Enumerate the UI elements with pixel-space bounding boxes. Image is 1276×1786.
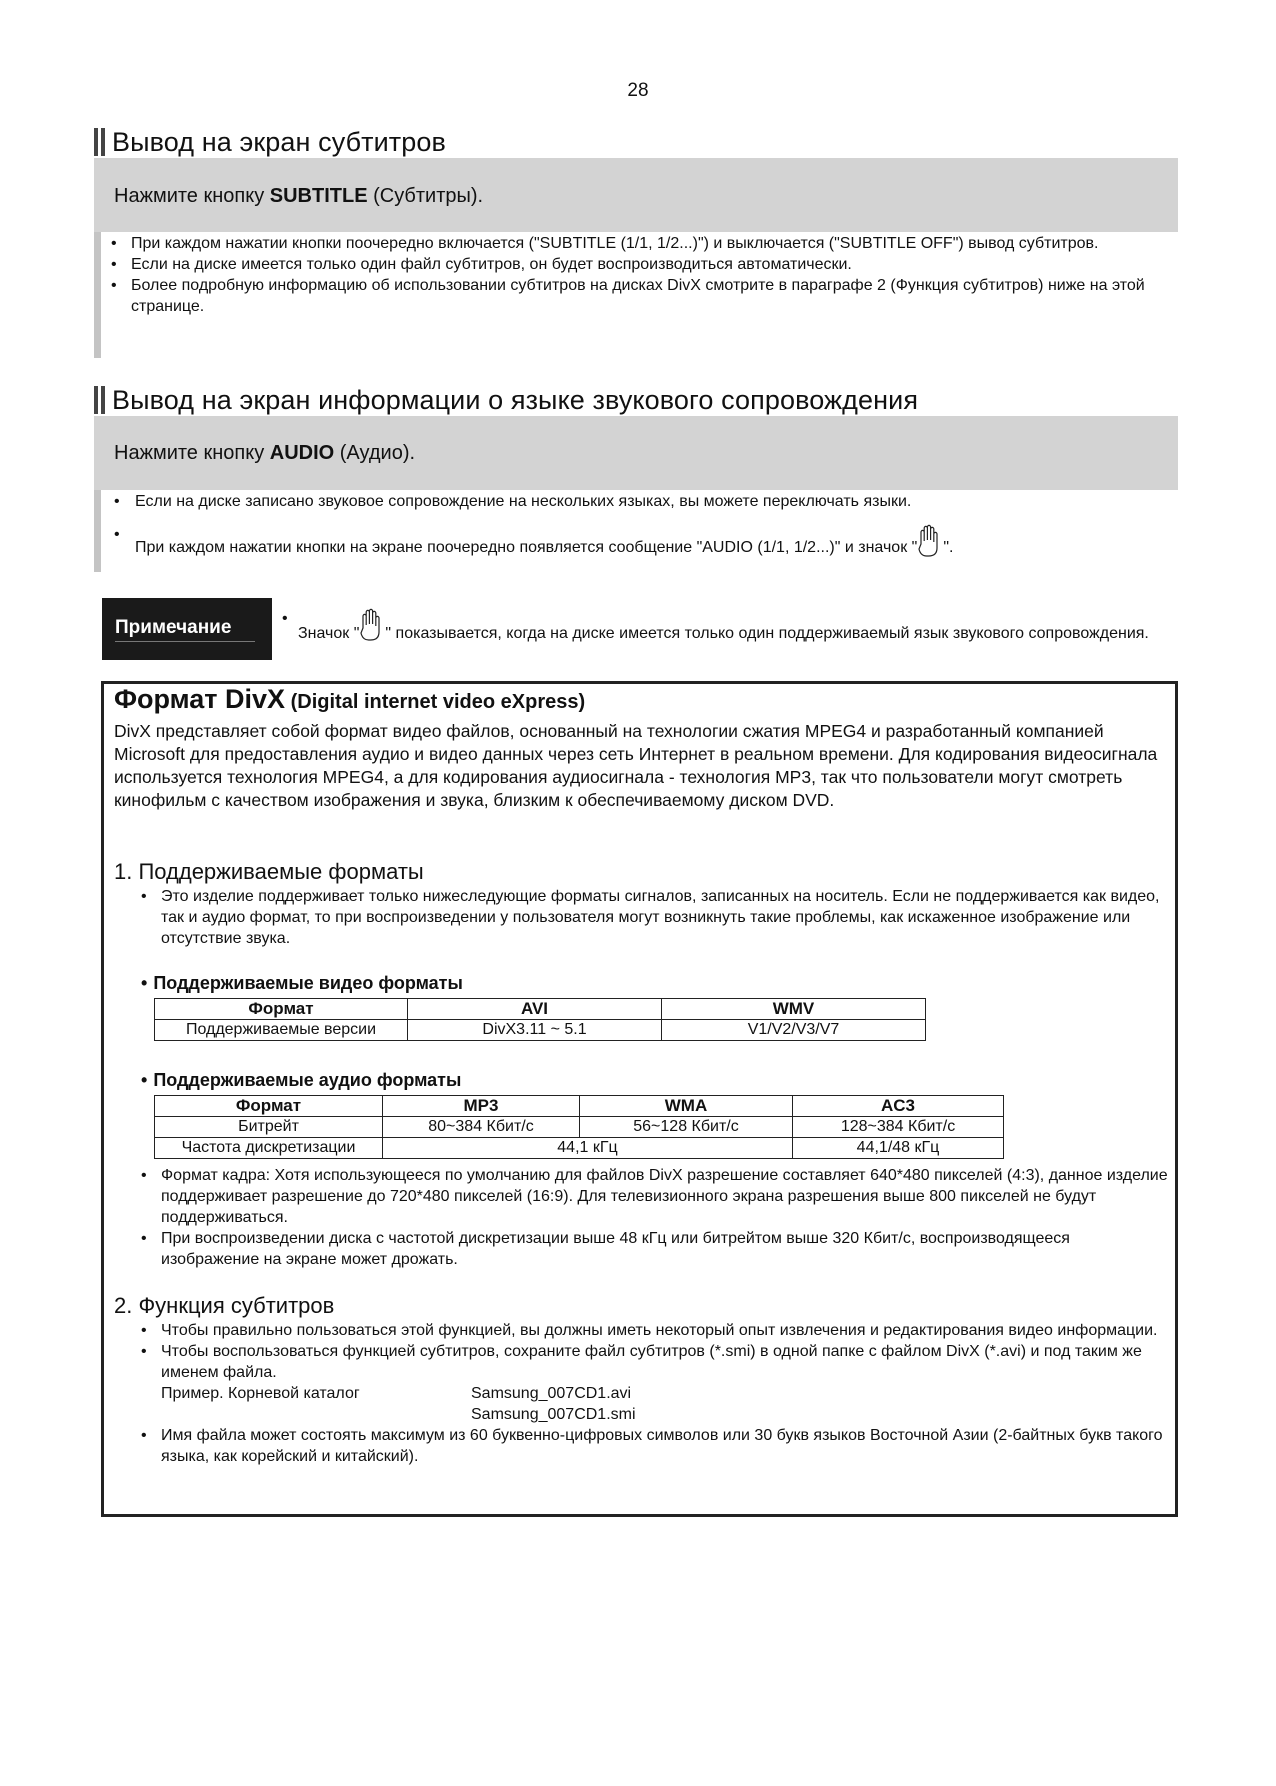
table-cell: 56~128 Кбит/с <box>580 1117 793 1138</box>
table-cell: Формат <box>155 999 408 1020</box>
table-row <box>155 999 926 1020</box>
table-row <box>155 1138 1004 1159</box>
bullet-text: При каждом нажатии кнопки на экране поочередно появляется сообщение "AUDIO (1/1, 1/2...)" и значок " <box>135 539 918 556</box>
table-cell: Формат <box>155 1096 383 1117</box>
list-item: • Имя файла может состоять максимум из 60 буквенно-цифровых символов или 30 букв языков Восточной Азии (2-байтных букв такого языка, как корейский и китайский). <box>141 1425 1171 1467</box>
list-item: • Если на диске записано звуковое сопровождение на нескольких языках, вы можете переключать языки. <box>114 491 1174 512</box>
audio-formats-title: • Поддерживаемые аудио форматы <box>141 1070 462 1090</box>
table-cell: WMA <box>580 1096 793 1117</box>
video-formats-title-text: Поддерживаемые видео форматы <box>153 973 463 993</box>
title-marker <box>101 128 105 156</box>
list-item: • Это изделие поддерживает только нижеследующие форматы сигналов, записанных на носитель. Если не поддерживается как видео, так и аудио формат, то при воспроизведении у пользователя могут возникнуть такие проблемы, как искаженное изображение или отсутствие звука. <box>141 886 1161 949</box>
title-marker <box>101 386 105 414</box>
table-cell: MP3 <box>383 1096 580 1117</box>
title-marker <box>94 386 98 414</box>
list-item <box>114 524 1174 558</box>
video-formats-table <box>154 998 926 1041</box>
note-label <box>102 598 272 660</box>
audio-notes <box>114 491 1174 558</box>
video-formats-title: • Поддерживаемые видео форматы <box>141 973 463 993</box>
action-suffix: (Аудио). <box>334 442 416 464</box>
divx-intro: DivX представляет собой формат видео файлов, основанный на технологии сжатия MPEG4 и разработанный компанией Microsoft для предоставления аудио и видео данных через сеть Интернет в реальном времени. Для кодирования видеосигнала используется технология MPEG4, а для кодирования аудиосигнала - технология MP3, так что пользователи могут смотреть кинофильм с качеством изображения и звука, близким к обеспечиваемому диском DVD. <box>114 721 1158 810</box>
table-row <box>155 1096 1004 1117</box>
example-file-smi: Samsung_007CD1.smi <box>471 1406 636 1423</box>
section-title-subtitles: Вывод на экран субтитров <box>112 127 446 157</box>
action-prefix: Нажмите кнопку <box>114 442 270 464</box>
table-cell: V1/V2/V3/V7 <box>662 1020 926 1041</box>
list-item: • При воспроизведении диска с частотой дискретизации выше 48 кГц или битрейтом выше 320 Кбит/с, воспроизводящееся изображение на экране может дрожать. <box>141 1228 1171 1270</box>
section-title-audio: Вывод на экран информации о языке звукового сопровождения <box>112 385 919 415</box>
table-cell: 80~384 Кбит/с <box>383 1117 580 1138</box>
subtitle-notes <box>111 233 1171 317</box>
note-underline <box>115 641 255 642</box>
note-text-before: Значок " <box>298 625 360 642</box>
table-row <box>155 1117 1004 1138</box>
example <box>141 1383 1171 1425</box>
table-cell: Частота дискретизации <box>155 1138 383 1159</box>
list-item: • При каждом нажатии кнопки поочередно включается ("SUBTITLE (1/1, 1/2...)") и выключается ("SUBTITLE OFF") вывод субтитров. <box>111 233 1171 254</box>
table-cell: 128~384 Кбит/с <box>793 1117 1004 1138</box>
table-cell: AVI <box>408 999 662 1020</box>
divx-title-sub: (Digital internet video eXpress) <box>285 691 586 713</box>
heading-supported-formats: 1. Поддерживаемые форматы <box>114 859 424 884</box>
audio-formats-title-text: Поддерживаемые аудио форматы <box>153 1070 462 1090</box>
list-item: • Более подробную информацию об использовании субтитров на дисках DivX смотрите в параграфе 2 (Функция субтитров) ниже на этой странице. <box>111 275 1171 317</box>
table-cell: 44,1/48 кГц <box>793 1138 1004 1159</box>
note-text-after: " показывается, когда на диске имеется только один поддерживаемый язык звукового сопровождения. <box>385 625 1149 642</box>
action-prefix: Нажмите кнопку <box>114 185 270 207</box>
page-number: 28 <box>627 80 649 101</box>
example-label: Пример. Корневой каталог <box>161 1385 360 1402</box>
table-cell: DivX3.11 ~ 5.1 <box>408 1020 662 1041</box>
formats-note <box>141 886 1161 949</box>
title-marker <box>94 128 98 156</box>
divx-title-main: Формат DivX <box>114 684 286 714</box>
subtitle-function-notes <box>141 1320 1171 1467</box>
list-item <box>282 608 1162 644</box>
note-text <box>282 608 1162 644</box>
note-label-text: Примечание <box>115 617 232 638</box>
side-bar <box>94 232 101 358</box>
list-item: • Чтобы правильно пользоваться этой функцией, вы должны иметь некоторый опыт извлечения и редактирования видео информации. <box>141 1320 1171 1341</box>
hand-icon <box>917 524 943 558</box>
divx-title <box>114 684 585 715</box>
list-item: • Формат кадра: Хотя использующееся по умолчанию для файлов DivX разрешение составляет 640*480 пикселей (4:3), данное изделие поддерживает разрешение до 720*480 пикселей (16:9). Для телевизионного экрана разрешения выше 800 пикселей не будут поддерживаться. <box>141 1165 1171 1228</box>
heading-subtitle-function: 2. Функция субтитров <box>114 1293 335 1318</box>
list-item: • Чтобы воспользоваться функцией субтитров, сохраните файл субтитров (*.smi) в одной папке с файлом DivX (*.avi) и под таким же именем файла. <box>141 1341 1171 1383</box>
table-cell: Битрейт <box>155 1117 383 1138</box>
table-cell: AC3 <box>793 1096 1004 1117</box>
list-item: • Если на диске имеется только один файл субтитров, он будет воспроизводиться автоматически. <box>111 254 1171 275</box>
hand-icon <box>359 608 385 642</box>
bullet-text: ". <box>943 539 954 556</box>
side-bar <box>94 490 101 572</box>
table-row <box>155 1020 926 1041</box>
table-cell: WMV <box>662 999 926 1020</box>
example-files <box>471 1383 636 1425</box>
divx-notes <box>141 1165 1171 1270</box>
action-text-subtitle <box>114 185 483 208</box>
example-file-avi: Samsung_007CD1.avi <box>471 1385 632 1402</box>
audio-formats-table <box>154 1095 1004 1159</box>
key-name-subtitle: SUBTITLE <box>269 185 368 207</box>
action-text-audio <box>114 442 415 465</box>
action-suffix: (Субтитры). <box>367 185 484 207</box>
table-cell: Поддерживаемые версии <box>155 1020 408 1041</box>
table-cell: 44,1 кГц <box>383 1138 793 1159</box>
key-name-audio: AUDIO <box>269 442 335 464</box>
